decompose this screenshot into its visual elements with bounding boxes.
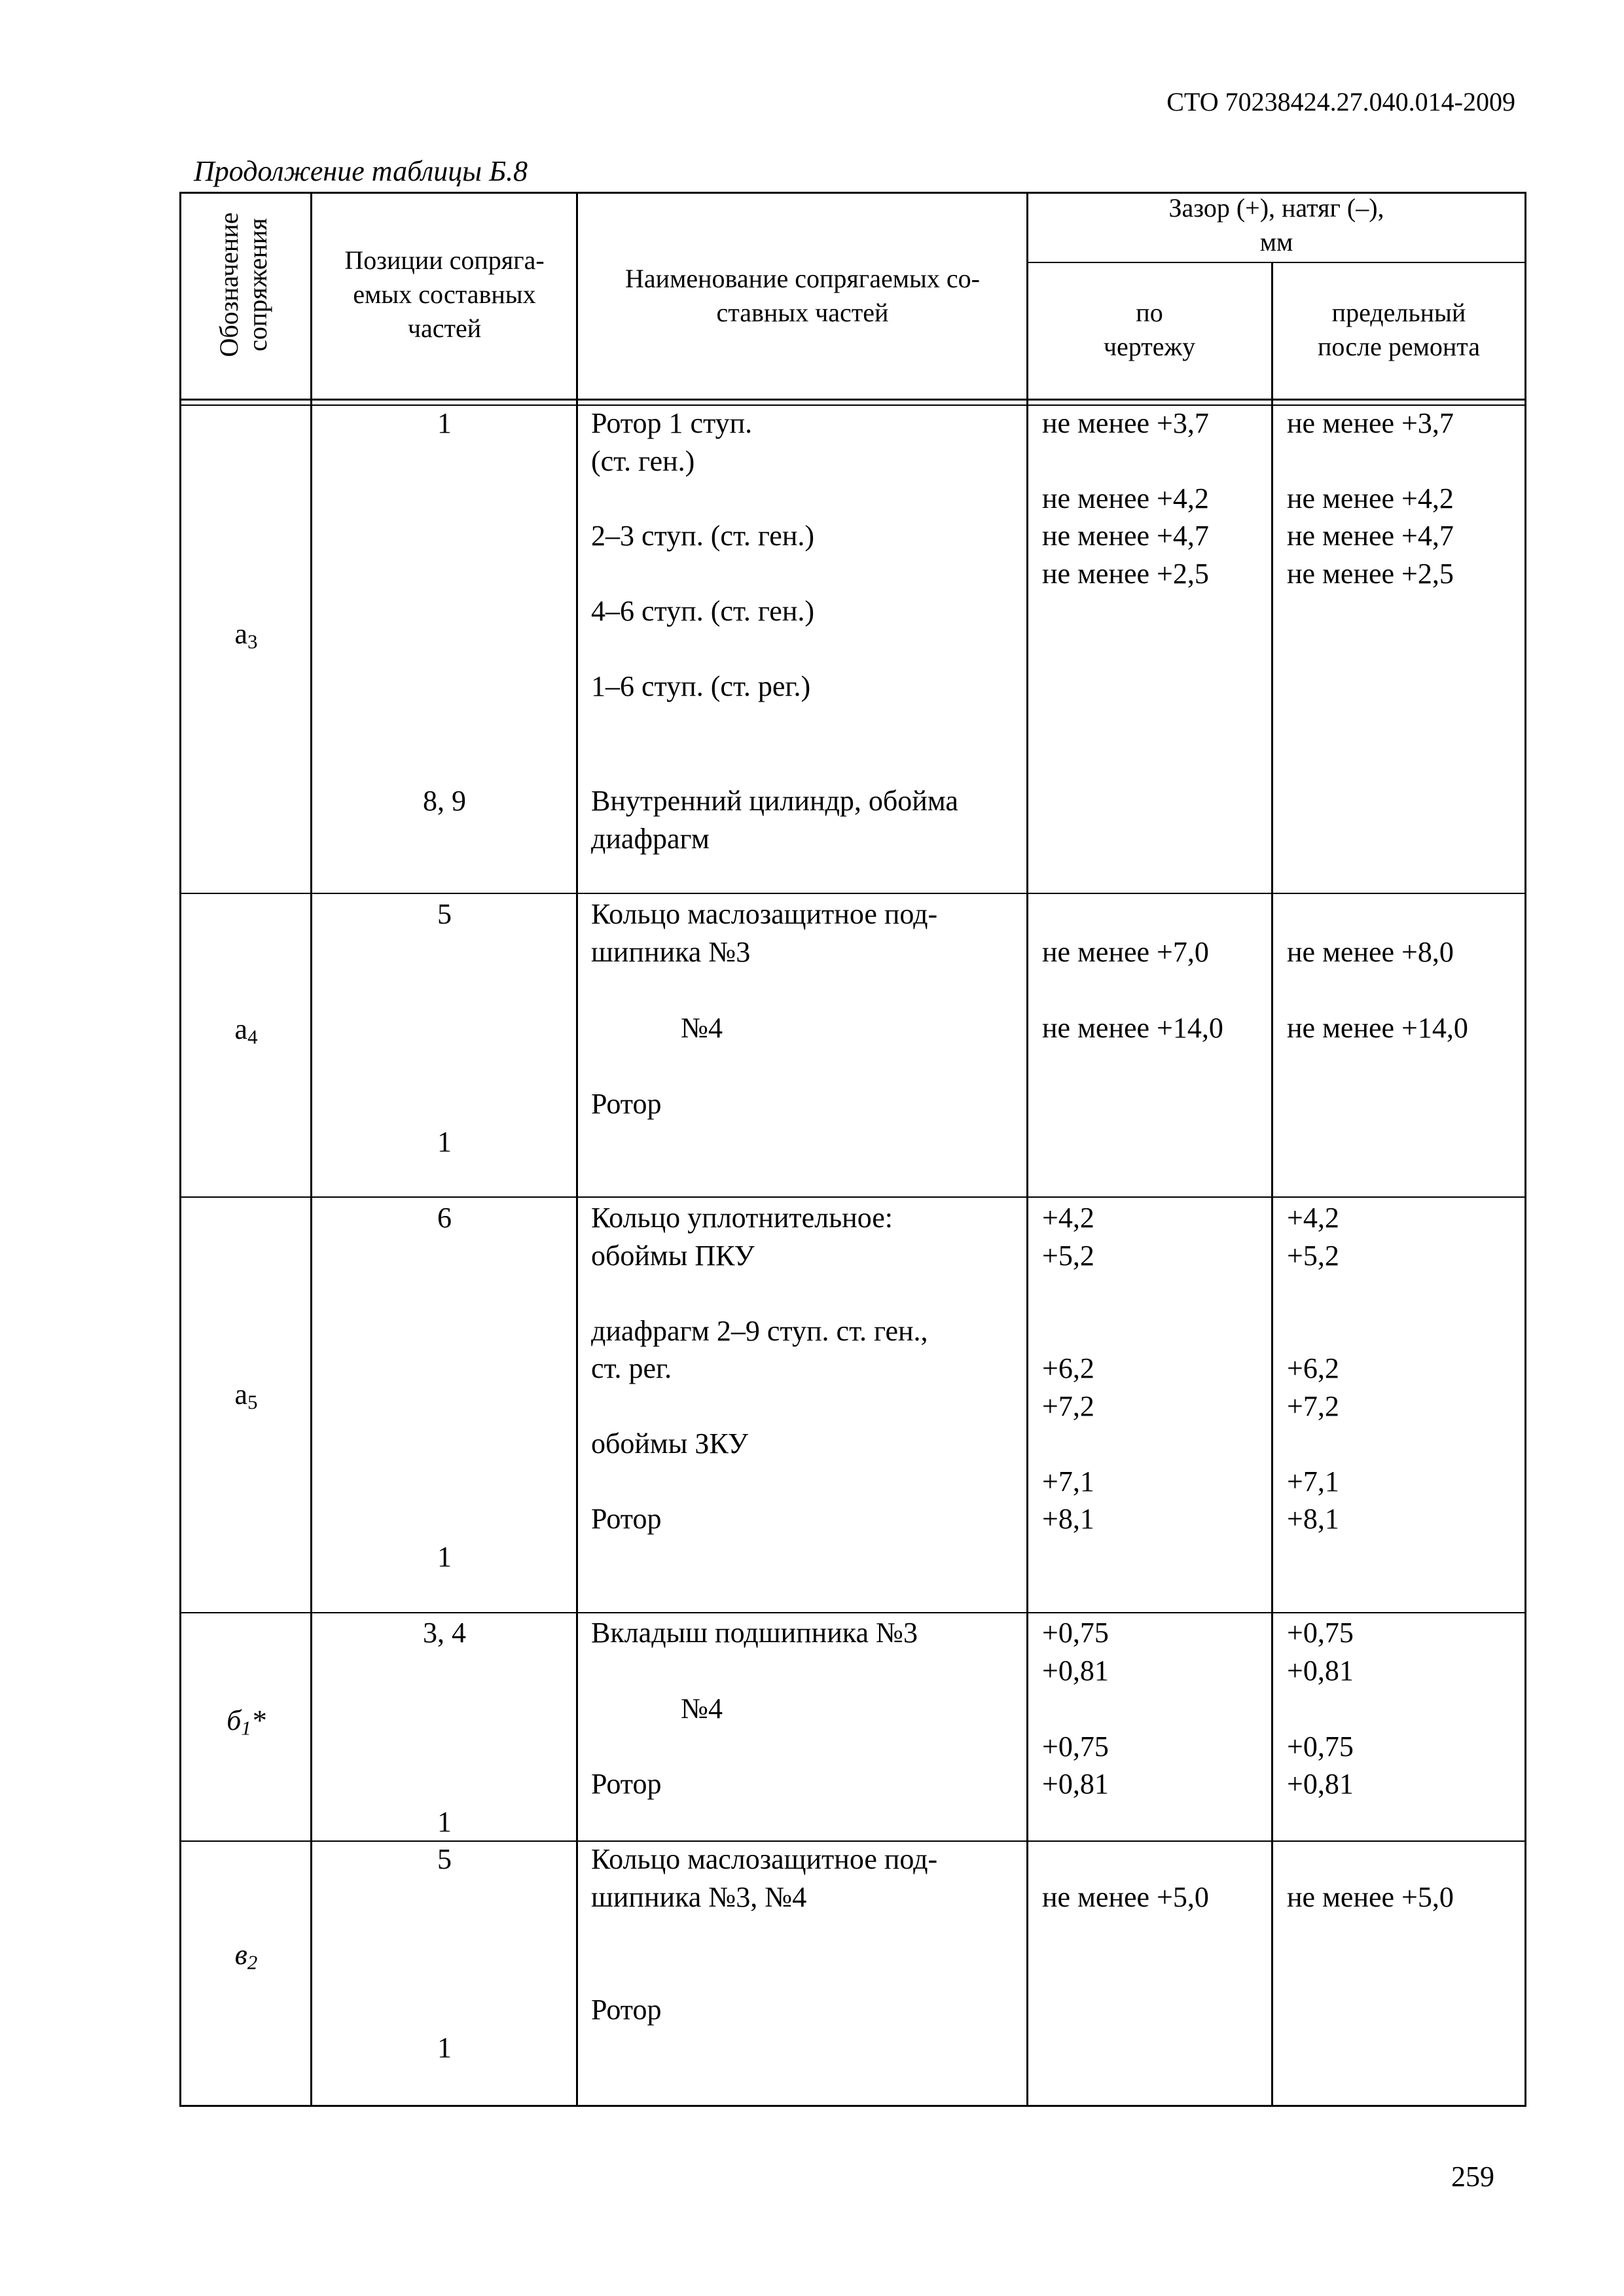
header-gap-group: Зазор (+), натяг (–), мм (1168, 193, 1384, 257)
position-value: 8, 9 (423, 785, 466, 817)
drawing-value: не менее +14,0 (1042, 1012, 1223, 1044)
designation-cell (182, 1011, 310, 1056)
name-line: шипника №3 (591, 936, 751, 968)
designation-sub: 5 (247, 1391, 258, 1414)
limit-value: +0,75 (1287, 1731, 1354, 1763)
name-line: 1–6 ступ. (ст. рег.) (591, 670, 811, 702)
header-name: Наименование сопрягаемых со- ставных частей (625, 264, 980, 327)
name-line: обоймы ПКУ (591, 1240, 755, 1272)
drawing-value: не менее +3,7 (1042, 407, 1209, 439)
limit-value: +6,2 (1287, 1352, 1339, 1384)
name-line: 4–6 ступ. (ст. ген.) (591, 595, 815, 627)
drawing-value: +7,2 (1042, 1390, 1094, 1422)
position-value: 1 (437, 1541, 452, 1573)
drawing-value: не менее +5,0 (1042, 1881, 1209, 1913)
position-value: 1 (437, 2032, 452, 2064)
drawing-value: +5,2 (1042, 1240, 1094, 1272)
drawing-value: не менее +7,0 (1042, 936, 1209, 968)
designation-base: б (226, 1704, 242, 1736)
header-positions: Позиции сопряга- емых составных частей (344, 245, 545, 343)
drawing-value: +7,1 (1042, 1465, 1094, 1498)
limit-value: не менее +14,0 (1287, 1012, 1468, 1044)
limit-value: +5,2 (1287, 1240, 1339, 1272)
position-value: 5 (437, 1843, 452, 1875)
name-line: шипника №3, №4 (591, 1881, 807, 1913)
limit-value: +7,1 (1287, 1465, 1339, 1498)
name-line: диафрагм (591, 823, 710, 855)
limit-value: не менее +3,7 (1287, 407, 1454, 439)
name-line: Ротор (591, 1088, 662, 1120)
designation-base: а (234, 1378, 248, 1410)
limit-value: не менее +2,5 (1287, 558, 1454, 590)
position-value: 5 (437, 898, 452, 930)
limit-value: +0,81 (1287, 1655, 1354, 1687)
document-code: СТО 70238424.27.040.014-2009 (1166, 87, 1515, 117)
designation-base: а (234, 618, 248, 650)
limit-value: +4,2 (1287, 1202, 1339, 1234)
designation-cell (182, 1702, 310, 1748)
table-caption: Продолжение таблицы Б.8 (194, 155, 528, 187)
name-line: Ротор (591, 1503, 662, 1535)
drawing-value: не менее +2,5 (1042, 558, 1209, 590)
header-designation (215, 128, 274, 442)
drawing-value: +0,75 (1042, 1617, 1109, 1649)
drawing-value: +4,2 (1042, 1202, 1094, 1234)
drawing-value: +0,81 (1042, 1655, 1109, 1687)
position-value: 3, 4 (423, 1617, 466, 1649)
drawing-value: +8,1 (1042, 1503, 1094, 1535)
limit-value: +7,2 (1287, 1390, 1339, 1422)
limit-value: +0,75 (1287, 1617, 1354, 1649)
position-value: 1 (437, 1126, 452, 1158)
drawing-value: не менее +4,2 (1042, 482, 1209, 514)
name-line: обоймы ЗКУ (591, 1427, 749, 1460)
designation-cell (182, 615, 310, 661)
limit-value: не менее +8,0 (1287, 936, 1454, 968)
name-line: Вкладыш подшипника №3 (591, 1617, 918, 1649)
designation-sub: 1 (241, 1717, 251, 1740)
designation-suffix: * (251, 1704, 266, 1736)
position-value: 1 (437, 407, 452, 439)
name-line: Ротор (591, 1994, 662, 2026)
name-line: Кольцо маслозащитное под- (591, 1843, 938, 1875)
designation-sub: 4 (247, 1026, 258, 1049)
limit-value: не менее +4,7 (1287, 520, 1454, 552)
header-by-drawing: по чертежу (1103, 298, 1196, 361)
drawing-value: +6,2 (1042, 1352, 1094, 1384)
designation-base: в (234, 1939, 247, 1971)
limit-value: не менее +5,0 (1287, 1881, 1454, 1913)
designation-base: а (234, 1013, 248, 1045)
drawing-value: +0,75 (1042, 1731, 1109, 1763)
name-line: диафрагм 2–9 ступ. ст. ген., (591, 1315, 928, 1347)
header-designation-text: Обозначение сопряжения (214, 212, 272, 357)
name-line: 2–3 ступ. (ст. ген.) (591, 520, 815, 552)
name-line: ст. рег. (591, 1352, 672, 1384)
name-line: Внутренний цилиндр, обойма (591, 785, 958, 817)
designation-sub: 2 (247, 1951, 258, 1974)
position-value: 6 (437, 1202, 452, 1234)
name-line: Ротор (591, 1768, 662, 1800)
name-line: Кольцо маслозащитное под- (591, 898, 938, 930)
limit-value: +0,81 (1287, 1768, 1354, 1800)
limit-value: не менее +4,2 (1287, 482, 1454, 514)
drawing-value: +0,81 (1042, 1768, 1109, 1800)
name-line: (ст. ген.) (591, 445, 695, 477)
position-value: 1 (437, 1806, 452, 1838)
name-line: №4 (681, 1693, 723, 1725)
name-line: Ротор 1 ступ. (591, 407, 753, 439)
limit-value: +8,1 (1287, 1503, 1339, 1535)
designation-cell (182, 1936, 310, 1982)
header-limit: предельный после ремонта (1317, 298, 1481, 361)
page-number: 259 (1451, 2161, 1494, 2193)
designation-cell (182, 1376, 310, 1422)
name-line: Кольцо уплотнительное: (591, 1202, 893, 1234)
designation-sub: 3 (247, 630, 258, 653)
drawing-value: не менее +4,7 (1042, 520, 1209, 552)
name-line: №4 (681, 1012, 723, 1044)
